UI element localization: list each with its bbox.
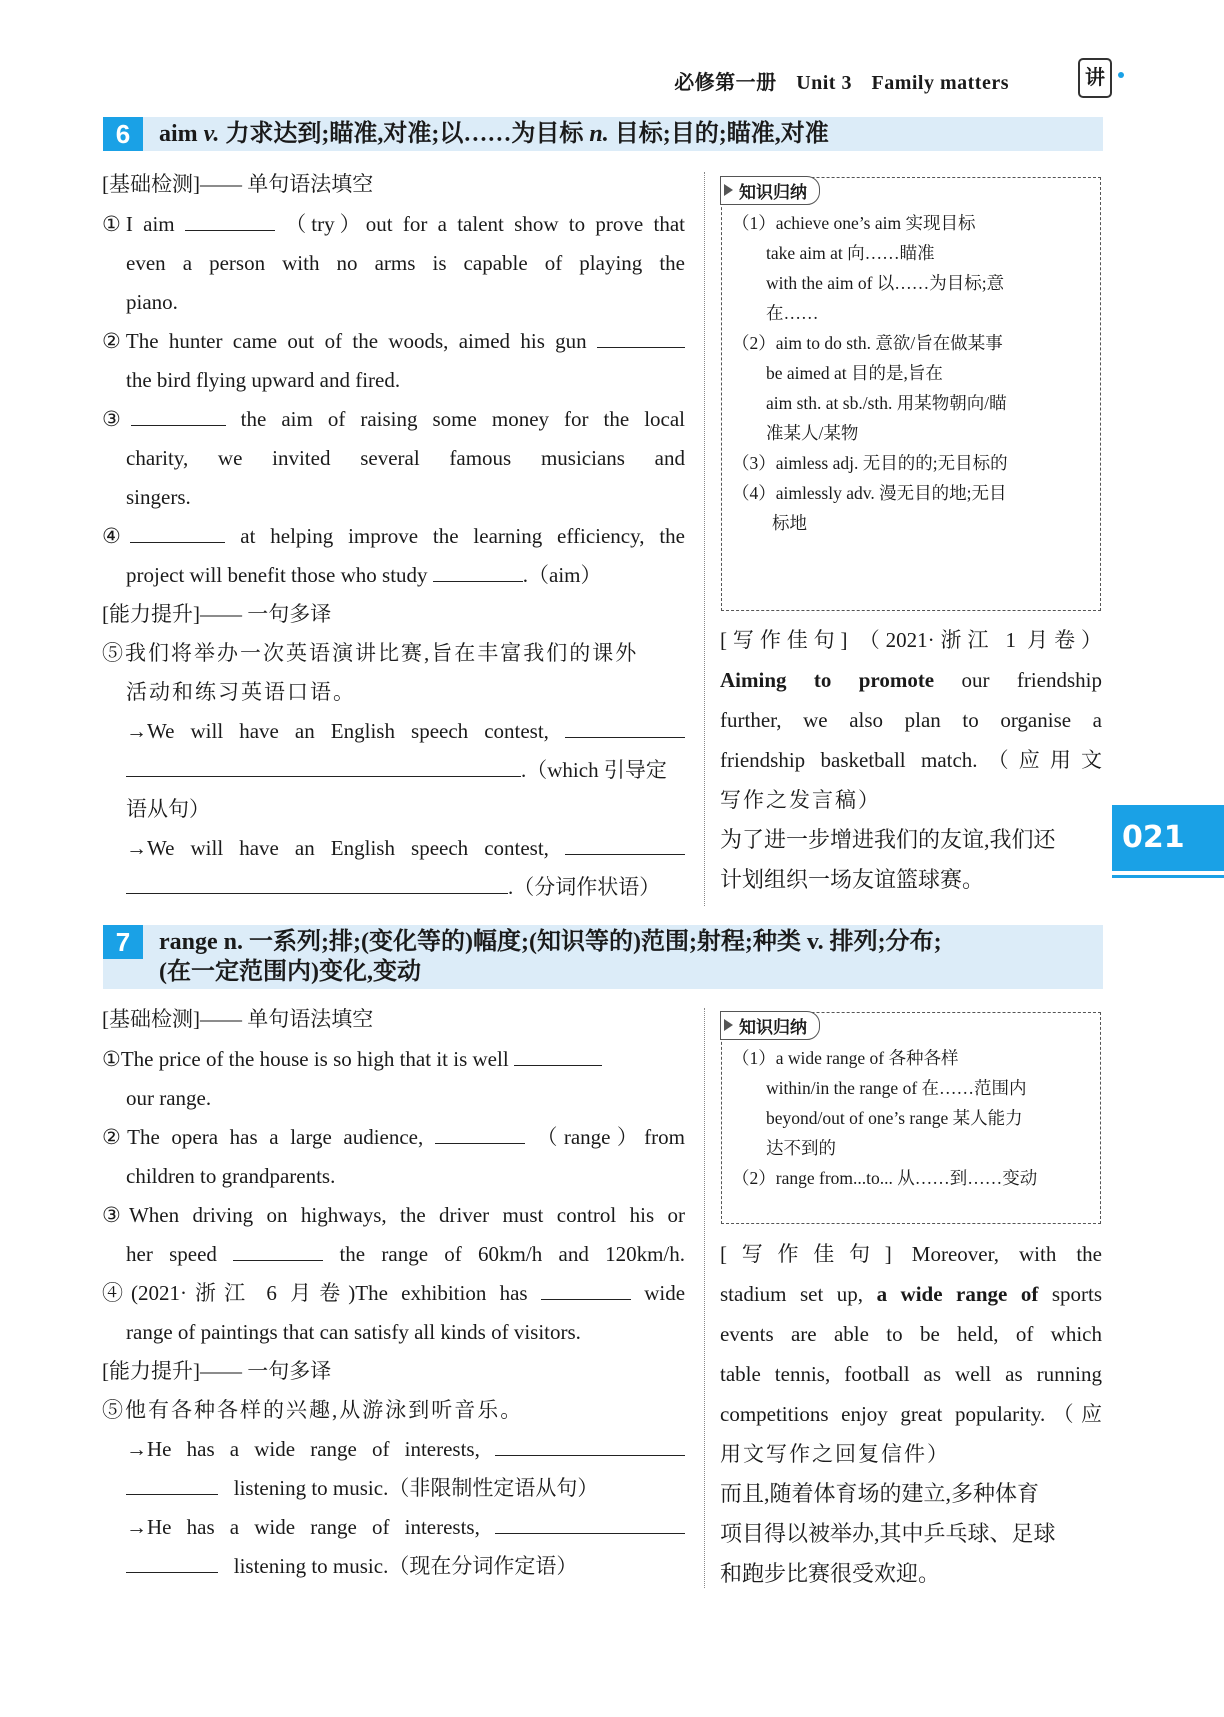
- knowledge-list: [732, 1043, 1037, 1193]
- basic-test-tag: [基础检测]—— 单句语法填空: [102, 1007, 374, 1031]
- writing-line: friendship basketball match.（应用文: [720, 748, 1102, 772]
- question-text: 活动和练习英语口语。: [126, 680, 356, 704]
- question-2: ②The opera has a large audience, （range）from: [102, 1125, 686, 1149]
- answer-blank[interactable]: [131, 405, 226, 426]
- writing-translation: 而且,随着体育场的建立,多种体育: [720, 1481, 1040, 1506]
- book-name: 必修第一册: [674, 72, 777, 94]
- lecture-badge-icon: 讲: [1078, 58, 1112, 98]
- writing-translation: 为了进一步增进我们的友谊,我们还: [720, 827, 1056, 852]
- column-divider: [704, 172, 705, 906]
- section-6-heading: [103, 117, 1103, 151]
- question-text: range of paintings that can satisfy all kinds of visitors.: [126, 1320, 581, 1344]
- question-4: ④(2021·浙江 6 月卷)The exhibition has wide: [102, 1281, 686, 1305]
- section-number: 7: [103, 925, 143, 959]
- question-text: her speed the range of 60km/h and 120km/h.: [126, 1242, 686, 1266]
- knowledge-item: 达不到的: [766, 1138, 836, 1158]
- answer-blank[interactable]: [495, 1513, 685, 1534]
- translation-line: listening to music.（非限制性定语从句）: [126, 1474, 685, 1502]
- translation-line: →We will have an English speech contest,: [126, 717, 685, 745]
- translation-line: .（which 引导定: [126, 756, 685, 784]
- writing-line: Aiming to promote our friendship: [720, 668, 1102, 692]
- writing-translation: 和跑步比赛很受欢迎。: [720, 1561, 941, 1586]
- answer-blank[interactable]: [435, 1123, 525, 1144]
- knowledge-list: [732, 208, 1008, 538]
- translation-line: .（分词作状语）: [126, 873, 685, 901]
- writing-header: [720, 626, 1102, 654]
- writing-source: （2021·浙江 1 月卷）: [858, 628, 1102, 652]
- knowledge-item: aim sth. at sb./sth. 用某物朝向/瞄: [766, 393, 1007, 413]
- definition: 力求达到;瞄准,对准;以……为目标: [225, 121, 584, 147]
- writing-header: [写作佳句] Moreover, with the: [720, 1242, 1102, 1266]
- question-text: children to grandparents.: [126, 1164, 336, 1188]
- knowledge-label: 知识归纳: [720, 176, 820, 205]
- running-header: [660, 66, 1009, 95]
- knowledge-label: 知识归纳: [720, 1011, 820, 1040]
- writing-line: competitions enjoy great popularity.（应: [720, 1402, 1102, 1426]
- question-text: our range.: [126, 1086, 212, 1110]
- knowledge-item: 在……: [766, 303, 819, 323]
- headword: aim: [159, 121, 198, 147]
- knowledge-item: （2）aim to do sth. 意欲/旨在做某事: [732, 333, 1003, 353]
- knowledge-item: （1）achieve one’s aim 实现目标: [732, 213, 976, 233]
- question-text: the bird flying upward and fired.: [126, 368, 401, 392]
- knowledge-item: within/in the range of 在……范围内: [766, 1078, 1027, 1098]
- answer-blank[interactable]: [126, 1552, 218, 1573]
- answer-blank[interactable]: [130, 522, 225, 543]
- writing-tag: [写作佳句]: [720, 628, 848, 652]
- answer-blank[interactable]: [126, 1474, 218, 1495]
- question-text: project will benefit those who study .（aim）: [126, 563, 602, 587]
- writing-translation: 计划组织一场友谊篮球赛。: [720, 867, 985, 892]
- unit-title: Family matters: [871, 72, 1009, 94]
- page-number-tab: 021: [1112, 805, 1224, 871]
- question-4: ④ at helping improve the learning efficiency, the: [102, 524, 686, 548]
- answer-blank[interactable]: [495, 1435, 685, 1456]
- question-3: ③When driving on highways, the driver must control his or: [102, 1203, 685, 1227]
- question-text: piano.: [126, 290, 178, 314]
- answer-blank[interactable]: [185, 210, 275, 231]
- question-1: ①The price of the house is so high that it is well: [102, 1045, 685, 1073]
- writing-line: further, we also plan to organise a: [720, 708, 1102, 732]
- knowledge-item: （1）a wide range of 各种各样: [732, 1048, 959, 1068]
- writing-line: 用文写作之回复信件）: [720, 1442, 950, 1466]
- writing-translation: 项目得以被举办,其中乒乓球、足球: [720, 1521, 1056, 1546]
- entry-definition-cont: (在一定范围内)变化,变动: [159, 959, 421, 985]
- answer-blank[interactable]: [126, 873, 508, 894]
- answer-blank[interactable]: [541, 1279, 631, 1300]
- writing-line: events are able to be held, of which: [720, 1322, 1102, 1346]
- answer-blank[interactable]: [597, 327, 685, 348]
- knowledge-item: 准某人/某物: [766, 423, 859, 443]
- part-of-speech: v.: [203, 121, 220, 147]
- section-number: 6: [103, 117, 143, 151]
- question-text: 语从句）: [126, 797, 210, 821]
- answer-blank[interactable]: [233, 1240, 323, 1261]
- question-text: singers.: [126, 485, 191, 509]
- question-1: ①I aim （try）out for a talent show to prove that: [102, 212, 686, 236]
- column-divider: [704, 1008, 705, 1588]
- translation-line: listening to music.（现在分词作定语）: [126, 1552, 685, 1580]
- knowledge-item: take aim at 向……瞄准: [766, 243, 935, 263]
- knowledge-item: beyond/out of one’s range 某人能力: [766, 1108, 1023, 1128]
- question-2: ②The hunter came out of the woods, aimed his gun: [102, 327, 685, 355]
- writing-line: 写作之发言稿）: [720, 788, 881, 812]
- answer-blank[interactable]: [514, 1045, 602, 1066]
- knowledge-item: （3）aimless adj. 无目的的;无目标的: [732, 453, 1008, 473]
- answer-blank[interactable]: [565, 717, 685, 738]
- answer-blank[interactable]: [433, 561, 523, 582]
- unit-label: Unit 3: [796, 72, 852, 94]
- part-of-speech: n.: [589, 121, 609, 147]
- writing-tag: [写作佳句]: [720, 1242, 892, 1266]
- translation-line: →We will have an English speech contest,: [126, 834, 685, 862]
- basic-test-tag: [基础检测]—— 单句语法填空: [102, 172, 374, 196]
- knowledge-item: （4）aimlessly adv. 漫无目的地;无目: [732, 483, 1007, 503]
- knowledge-summary-box: [721, 177, 1101, 611]
- question-3: ③ the aim of raising some money for the local: [102, 407, 686, 431]
- section-7-heading: [103, 925, 1103, 989]
- answer-blank[interactable]: [565, 834, 685, 855]
- definition: 目标;目的;瞄准,对准: [614, 121, 829, 147]
- entry-definition: range n. 一系列;排;(变化等的)幅度;(知识等的)范围;射程;种类 v. 排列;分布;: [159, 929, 942, 955]
- writing-line: table tennis, football as well as running: [720, 1362, 1102, 1386]
- knowledge-item: （2）range from...to... 从……到……变动: [732, 1168, 1038, 1188]
- knowledge-item: 标地: [772, 513, 807, 533]
- knowledge-item: be aimed at 目的是,旨在: [766, 363, 943, 383]
- advanced-tag: [能力提升]—— 一句多译: [102, 602, 332, 626]
- translation-line: →He has a wide range of interests,: [126, 1435, 685, 1463]
- question-5: ⑤他有各种各样的兴趣,从游泳到听音乐。: [102, 1398, 524, 1422]
- question-text: charity, we invited several famous musicians and: [126, 446, 685, 470]
- writing-line: stadium set up, a wide range of sports: [720, 1282, 1103, 1306]
- entry-definition: [159, 117, 1093, 151]
- translation-line: →He has a wide range of interests,: [126, 1513, 685, 1541]
- question-5: ⑤我们将举办一次英语演讲比赛,旨在丰富我们的课外: [102, 641, 639, 665]
- question-text: even a person with no arms is capable of playing the: [126, 251, 685, 275]
- knowledge-item: with the aim of 以……为目标;意: [766, 273, 1005, 293]
- answer-blank[interactable]: [126, 756, 521, 777]
- knowledge-summary-box: [721, 1012, 1101, 1224]
- advanced-tag: [能力提升]—— 一句多译: [102, 1359, 332, 1383]
